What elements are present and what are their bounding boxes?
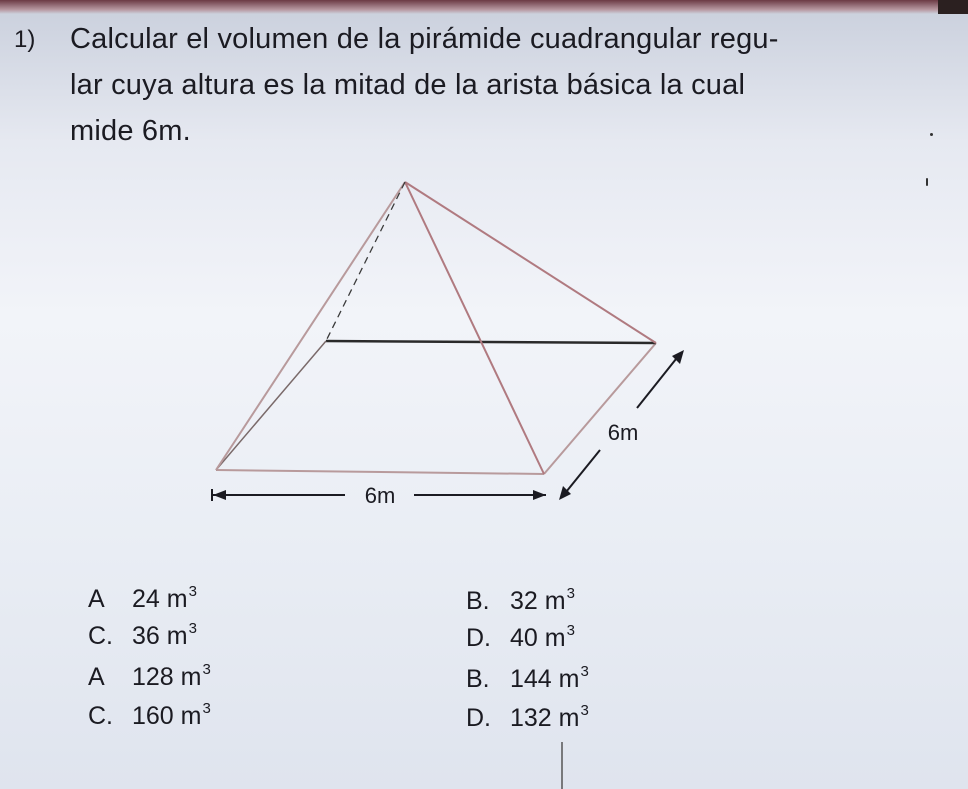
side-dim-line-upper — [637, 354, 680, 408]
option-exponent: 3 — [580, 663, 589, 680]
option-d-40[interactable] — [466, 622, 575, 653]
option-exponent: 3 — [202, 700, 211, 717]
option-unit: m — [180, 663, 202, 691]
option-letter: A — [88, 585, 105, 613]
base-right-edge — [544, 343, 656, 474]
option-value: 32 — [510, 587, 538, 615]
option-unit: m — [544, 624, 566, 652]
option-b-144[interactable] — [466, 663, 589, 694]
side-dim-label: 6m — [607, 420, 639, 445]
option-letter: C. — [88, 702, 113, 730]
option-exponent: 3 — [202, 661, 211, 678]
option-exponent: 3 — [188, 583, 197, 600]
base-dim-label: 6m — [364, 483, 396, 508]
option-exponent: 3 — [580, 702, 589, 719]
option-value: 36 — [132, 622, 160, 650]
option-value: 160 — [132, 702, 174, 730]
option-value: 24 — [132, 585, 160, 613]
option-unit: m — [166, 622, 188, 650]
base-left-hidden-edge — [216, 341, 326, 470]
option-unit: m — [558, 704, 580, 732]
option-a-24[interactable] — [88, 583, 197, 614]
option-c-160[interactable] — [88, 700, 211, 731]
question-number: 1) — [14, 26, 36, 53]
option-letter: A — [88, 663, 105, 691]
option-letter: B. — [466, 665, 490, 693]
option-value: 128 — [132, 663, 174, 691]
ink-dot — [926, 178, 928, 186]
option-a-128[interactable] — [88, 661, 211, 692]
question-line-2: lar cuya altura es la mitad de la arista básica la cual — [70, 69, 746, 101]
option-unit: m — [558, 665, 580, 693]
option-c-36[interactable] — [88, 620, 197, 651]
option-value: 132 — [510, 704, 552, 732]
option-value: 40 — [510, 624, 538, 652]
side-dim-line-lower — [562, 450, 600, 497]
question-line-1: Calcular el volumen de la pirámide cuadrangular regu- — [70, 23, 779, 55]
option-exponent: 3 — [566, 622, 575, 639]
option-exponent: 3 — [566, 585, 575, 602]
option-unit: m — [544, 587, 566, 615]
option-letter: D. — [466, 704, 491, 732]
option-d-132[interactable] — [466, 702, 589, 733]
base-back-edge — [326, 341, 656, 343]
option-value: 144 — [510, 665, 552, 693]
option-b-32[interactable] — [466, 585, 575, 616]
option-unit: m — [166, 585, 188, 613]
ink-dot — [930, 133, 933, 136]
option-exponent: 3 — [188, 620, 197, 637]
option-letter: B. — [466, 587, 490, 615]
question-line-3: mide 6m. — [70, 115, 191, 147]
lateral-edge-left — [216, 182, 405, 470]
option-letter: C. — [88, 622, 113, 650]
base-dim-arrowhead-left — [213, 490, 226, 500]
base-front-edge — [216, 470, 544, 474]
base-dim-arrowhead-right — [533, 490, 546, 500]
option-letter: D. — [466, 624, 491, 652]
option-unit: m — [180, 702, 202, 730]
lateral-edge-back-hidden — [326, 182, 405, 341]
